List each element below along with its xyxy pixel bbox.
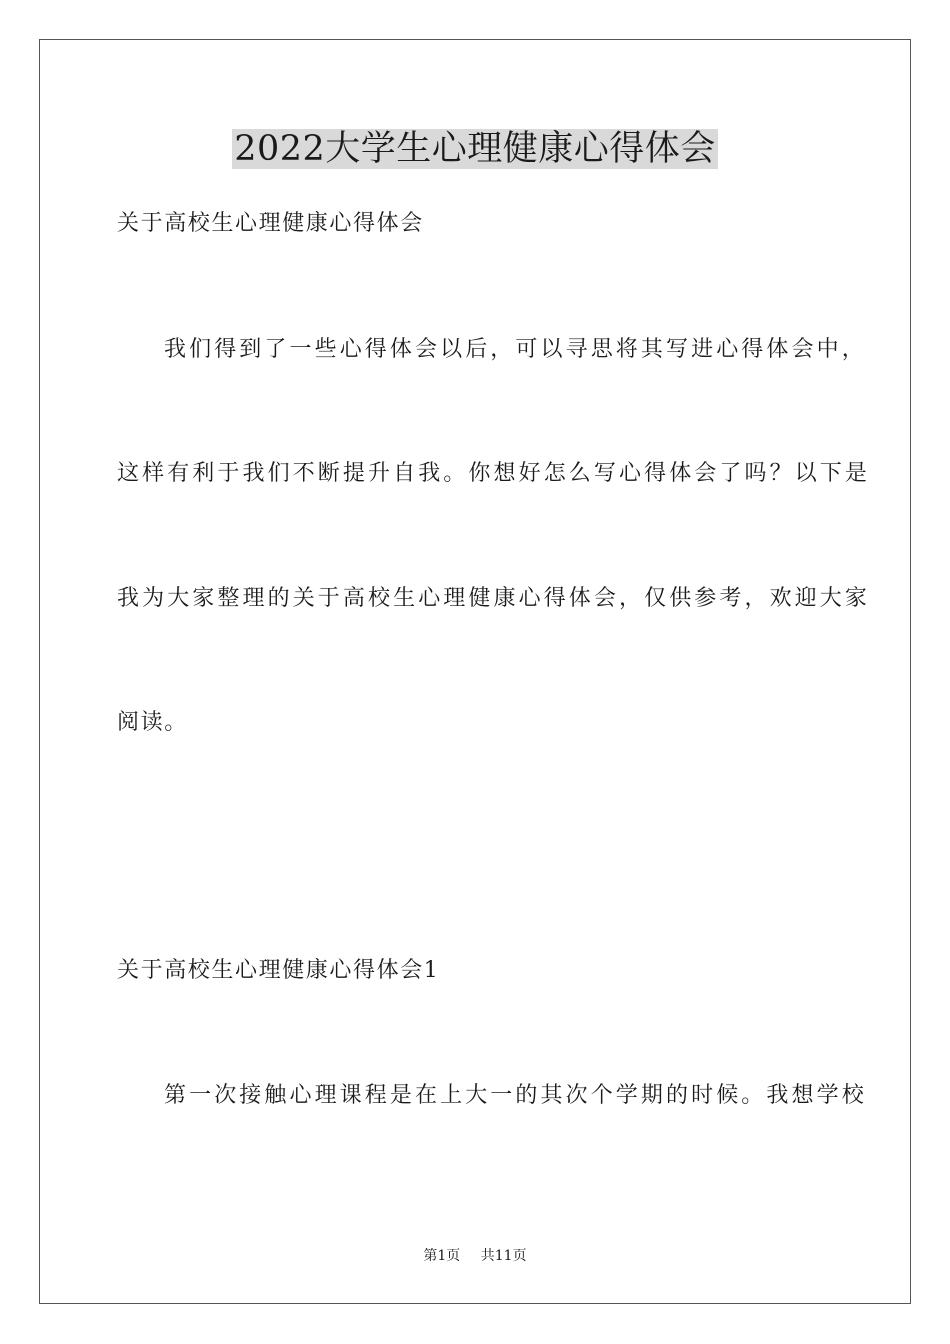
page-number: 第1页 (423, 1248, 461, 1264)
section-paragraph-line-1: 第一次接触心理课程是在上大一的其次个学期的时候。我想学校 (164, 1083, 867, 1108)
page-footer (0, 1246, 950, 1266)
intro-line-4: 阅读。 (117, 710, 188, 735)
page-total: 共11页 (480, 1248, 527, 1264)
intro-line-2: 这样有利于我们不断提升自我。你想好怎么写心得体会了吗？以下是 (117, 461, 871, 486)
document-subtitle: 关于高校生心理健康心得体会 (117, 211, 424, 236)
section-heading: 关于高校生心理健康心得体会1 (117, 958, 440, 983)
document-title-text: 2022大学生心理健康心得体会 (234, 129, 716, 169)
intro-line-3: 我为大家整理的关于高校生心理健康心得体会，仅供参考，欢迎大家 (117, 586, 871, 611)
document-title (0, 126, 950, 172)
intro-line-1: 我们得到了一些心得体会以后，可以寻思将其写进心得体会中， (164, 337, 867, 362)
